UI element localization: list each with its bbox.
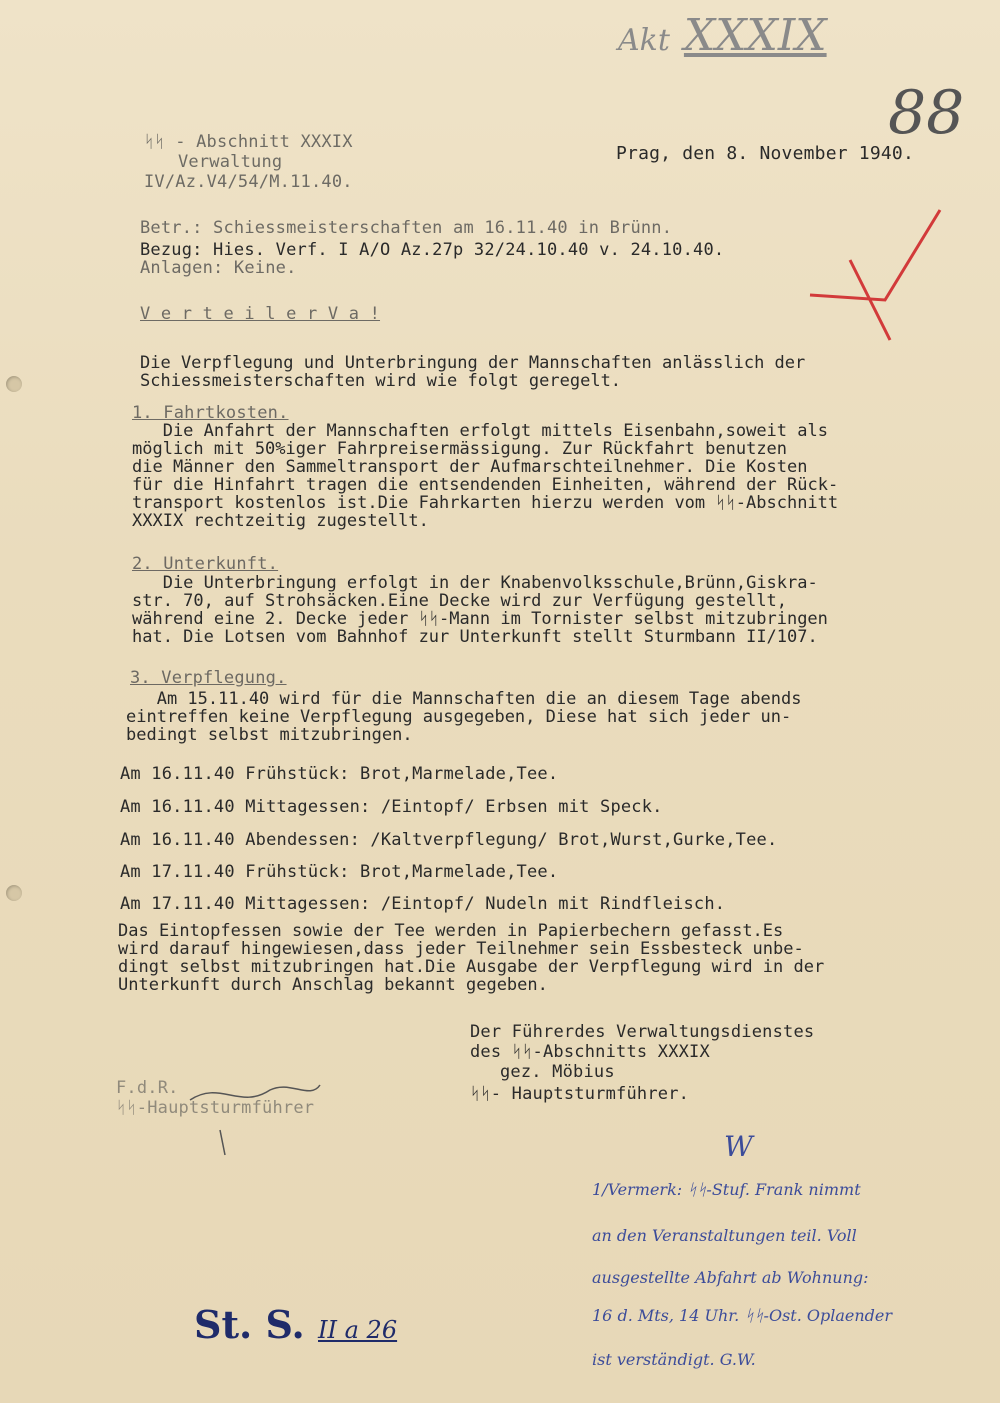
punch-hole-bottom (6, 885, 22, 901)
fdr-label: F.d.R. (116, 1078, 179, 1098)
handwritten-note-line: an den Veranstaltungen teil. Voll (592, 1226, 857, 1245)
meal-line: Am 16.11.40 Frühstück: Brot,Marmelade,Tee. (120, 764, 559, 784)
handwritten-note-line: ist verständigt. G.W. (592, 1350, 756, 1369)
header-unit: ᛋᛋ - Abschnitt XXXIX (144, 132, 353, 152)
archive-pencil-mark: Akt XXXIX (618, 10, 827, 61)
subject-betr: Betr.: Schiessmeisterschaften am 16.11.40 in Brünn. (140, 218, 673, 238)
section-1-heading: 1. Fahrtkosten. (132, 403, 289, 423)
section-2-heading: 2. Unterkunft. (132, 554, 279, 574)
red-check-mark (790, 190, 970, 350)
place-date: Prag, den 8. November 1940. (616, 143, 914, 164)
signature-unit: des ᛋᛋ-Abschnitts XXXIX (470, 1042, 710, 1062)
archive-stamp: St. S. II a 26 (194, 1302, 398, 1347)
subject-anlagen: Anlagen: Keine. (140, 258, 297, 278)
intro-paragraph: Die Verpflegung und Unterbringung der Mannschaften anlässlich der Schiessmeisterschaften wird wie folgt geregelt. (140, 353, 806, 391)
blue-initials: W (724, 1130, 753, 1163)
meal-line: Am 17.11.40 Mittagessen: /Eintopf/ Nudeln mit Rindfleisch. (120, 894, 726, 914)
section-3-heading: 3. Verpflegung. (130, 668, 287, 688)
handwritten-note-line: 16 d. Mts, 14 Uhr. ᛋᛋ-Ost. Oplaender (592, 1306, 893, 1325)
closing-paragraph: Das Eintopfessen sowie der Tee werden in Papierbechern gefasst.Es wird darauf hingewiesen,dass jeder Teilnehmer sein Essbesteck unbe- dingt selbst mitzubringen hat.Die Ausgabe der Verpflegung wird in der Unterkunft durch Anschlag bekannt gegeben. (118, 921, 825, 995)
subject-bezug: Bezug: Hies. Verf. I A/O Az.27p 32/24.10.40 v. 24.10.40. (140, 240, 725, 260)
verteiler: V e r t e i l e r V a ! (140, 304, 381, 324)
punch-hole-top (6, 376, 22, 392)
header-ref: IV/Az.V4/54/M.11.40. (144, 172, 353, 192)
fdr-signature-scribble (180, 1060, 330, 1160)
section-3-text: Am 15.11.40 wird für die Mannschaften die an diesem Tage abends eintreffen keine Verpflegung ausgegeben, Diese hat sich jeder un- bedingt selbst mitzubringen. (126, 689, 802, 745)
meal-line: Am 16.11.40 Abendessen: /Kaltverpflegung/ Brot,Wurst,Gurke,Tee. (120, 830, 778, 850)
header-dept: Verwaltung (178, 152, 283, 172)
handwritten-note-line: ausgestellte Abfahrt ab Wohnung: (592, 1268, 869, 1287)
meal-line: Am 16.11.40 Mittagessen: /Eintopf/ Erbsen mit Speck. (120, 797, 663, 817)
signature-name: gez. Möbius (500, 1062, 615, 1082)
signature-rank: ᛋᛋ- Hauptsturmführer. (470, 1084, 690, 1104)
page-number: 88 (888, 78, 965, 148)
signature-title: Der Führerdes Verwaltungsdienstes (470, 1022, 815, 1042)
meal-line: Am 17.11.40 Frühstück: Brot,Marmelade,Tee. (120, 862, 559, 882)
fdr-rank: ᛋᛋ-Hauptsturmführer (116, 1098, 315, 1118)
handwritten-note-line: 1/Vermerk: ᛋᛋ-Stuf. Frank nimmt (592, 1180, 861, 1199)
section-2-text: Die Unterbringung erfolgt in der Knabenvolksschule,Brünn,Giskra- str. 70, auf Strohsäcken.Eine Decke wird zur Verfügung gestellt, während eine 2. Decke jeder ᛋᛋ-Mann im Tornister selbst mitzubringen hat. Die Lotsen vom Bahnhof zur Unterkunft stellt Sturmbann II/107. (132, 573, 828, 647)
section-1-text: Die Anfahrt der Mannschaften erfolgt mittels Eisenbahn,soweit als möglich mit 50%iger Fahrpreisermässigung. Zur Rückfahrt benutzen die Männer den Sammeltransport der Aufmarschteilnehmer. Die Kosten für die Hinfahrt tragen die entsendenden Einheiten, während der Rück- transport kostenlos ist.Die Fahrkarten hierzu werden vom ᛋᛋ-Abschnitt XXXIX rechtzeitig zugestellt. (132, 421, 839, 531)
